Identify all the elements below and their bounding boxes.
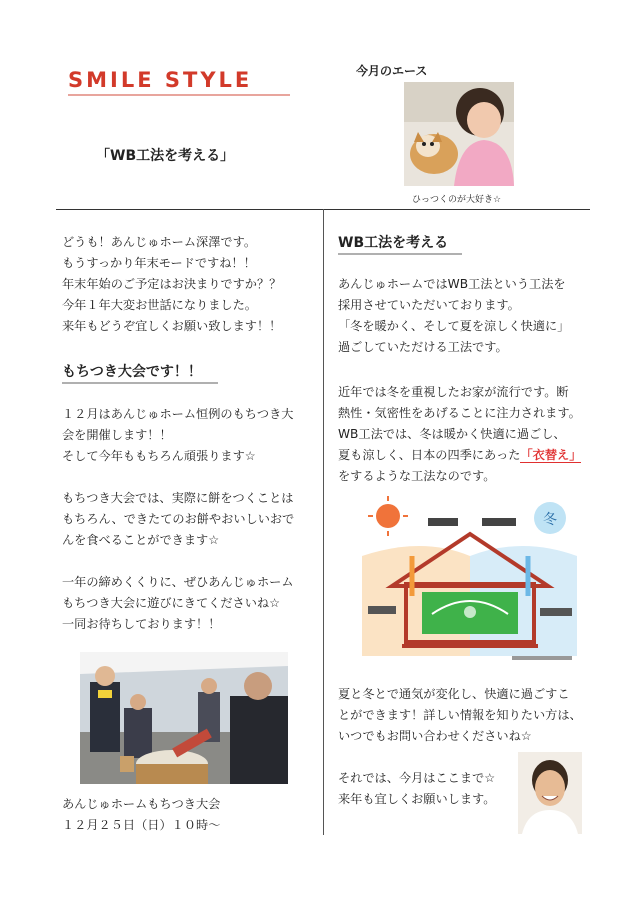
author-photo [518,752,582,834]
title-underline [68,94,290,96]
mochitsuki-heading: もちつき大会です！！ [62,364,202,380]
ace-caption: ひっつくのが大好き☆ [412,195,502,205]
mochitsuki-heading-underline [62,382,218,384]
ace-photo [404,82,514,186]
winter-label: 冬 [543,512,557,528]
mochitsuki-para-1: １２月はあんじゅホーム恒例のもちつき大 会を開催します！！ そして今年ももちろん頑張ります☆ [62,407,294,463]
intro-text: どうも！あんじゅホーム深澤です。 もうすっかり年末モードですね！！ 年末年始のご予定はお決まりですか？？ 今年１年大変お世話になりました。 来年もどうぞ宜しくお願い致します！！ [62,235,282,333]
wb-construction-diagram [362,496,577,666]
wb-heading: WB工法を考える [338,235,449,251]
mochitsuki-para-2: もちつき大会では、実際に餅をつくことは もちろん、できたてのお餅やおいしいおで んを食べることができます☆ [62,491,295,547]
koromogae-highlight: 「衣替え」 [520,448,582,462]
topic-title: 「WB工法を考える」 [96,148,235,164]
closing-text: それでは、今月はここまで☆ 来年も宜しくお願いします。 [338,771,496,806]
event-caption: あんじゅホームもちつき大会 １２月２５日（日）１０時～ [62,797,221,832]
ace-label: 今月のエース [356,64,428,78]
wb-para-3: 夏と冬とで通気が変化し、快適に過ごすこ とができます！詳しい情報を知りたい方は、 いつでもお問い合わせくださいね☆ [338,687,582,743]
event-photo [80,652,288,784]
wb-para-2: 近年では冬を重視したお家が流行です。断 熱性・気密性をあげることに注力されます。 WB工法では、冬は暖かく快適に過ごし、 夏も涼しく、日本の四季にあった「衣替え」 をするような工法なのです。 [338,385,582,483]
newsletter-title: SMILE STYLE [68,68,253,92]
wb-heading-underline [338,253,462,255]
column-divider [323,209,324,835]
wb-para-1: あんじゅホームではWB工法という工法を 採用させていただいております。 「冬を暖かく、そして夏を涼しく快適に」 過ごしていただける工法です。 [338,277,570,354]
mochitsuki-para-3: 一年の締めくくりに、ぜひあんじゅホーム もちつき大会に遊びにきてくださいね☆ 一同お待ちしております！！ [62,575,294,631]
